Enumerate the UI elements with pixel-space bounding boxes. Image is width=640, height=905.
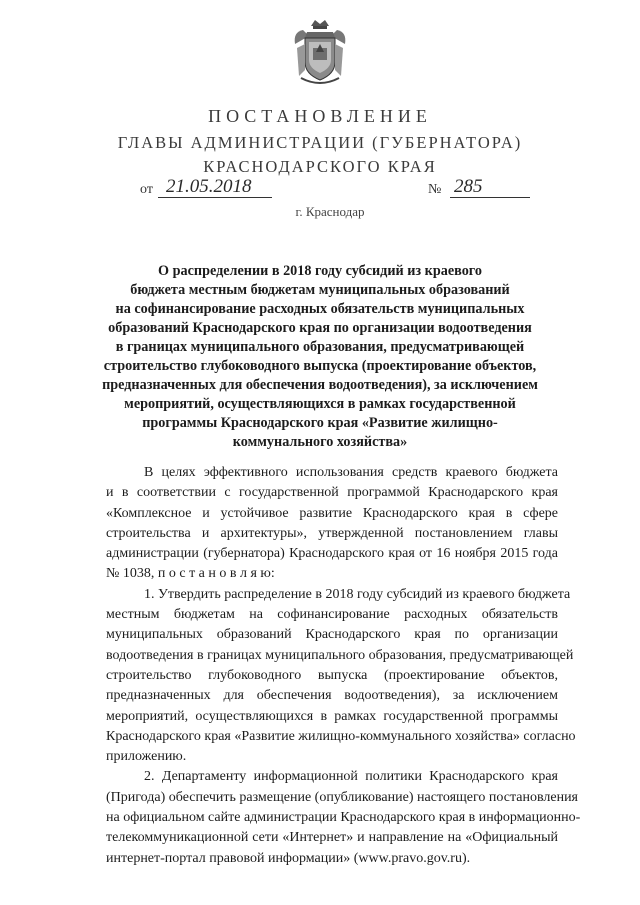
body-line: телекоммуникационной сети «Интернет» и направление на «Официальный [106, 830, 558, 846]
title-line: предназначенных для обеспечения водоотведения), за исключением [102, 377, 538, 393]
number-label: № [428, 182, 442, 197]
date-value: 21.05.2018 [166, 176, 252, 197]
body-line: «Комплексное и устойчивое развитие Краснодарского края в сфере [106, 505, 558, 521]
title-line: коммунального хозяйства» [232, 434, 408, 450]
body-line: 1. Утвердить распределение в 2018 году субсидий из краевого бюджета [144, 586, 571, 602]
region-heading: КРАСНОДАРСКОГО КРАЯ [203, 157, 437, 176]
title-line: программы Краснодарского края «Развитие жилищно- [142, 415, 498, 431]
body-line: местным бюджетам на софинансирование расходных обязательств [106, 607, 558, 623]
number-value: 285 [454, 176, 483, 197]
coat-of-arms-icon [291, 18, 349, 88]
city-label: г. Краснодар [295, 204, 365, 219]
title-line: мероприятий, осуществляющихся в рамках государственной [124, 396, 516, 412]
body-line: мероприятий, осуществляющихся в рамках государственной программы [106, 708, 558, 724]
body-line: строительство глубоководного выпуска (проектирование объектов, [106, 667, 558, 683]
title-line: О распределении в 2018 году субсидий из краевого [158, 263, 482, 279]
body-line: 2. Департаменту информационной политики Краснодарского края [144, 769, 558, 785]
number-field [428, 176, 483, 198]
date-field [140, 176, 252, 198]
body-line: (Пригода) обеспечить размещение (опубликование) настоящего постановления [106, 789, 579, 805]
body-line: № 1038, п о с т а н о в л я ю: [106, 566, 275, 582]
body-line: на официальном сайте администрации Краснодарского края в информационно- [106, 810, 581, 826]
body-line: В целях эффективного использования средств краевого бюджета [144, 465, 558, 480]
body-line: строительства и архитектуры», утвержденной постановлением главы [106, 525, 558, 541]
document-title [90, 262, 550, 452]
title-line: в границах муниципального образования, предусматривающей [115, 339, 525, 355]
body-line: и в соответствии с государственной программой Краснодарского края [106, 485, 558, 501]
title-line: строительство глубоководного выпуска (проектирование объектов, [103, 358, 537, 374]
title-line: на софинансирование расходных обязательств муниципальных [115, 301, 525, 317]
body-line: приложению. [106, 749, 187, 765]
title-line: образований Краснодарского края по организации водоотведения [108, 320, 532, 336]
title-line: бюджета местным бюджетам муниципальных образований [130, 282, 510, 298]
issuer-heading: ГЛАВЫ АДМИНИСТРАЦИИ (ГУБЕРНАТОРА) [117, 133, 523, 152]
document-body [106, 463, 581, 869]
body-line: водоотведения в границах муниципального образования, предусматривающей [106, 647, 574, 663]
body-line: интернет-портал правовой информации» (www.pravo.gov.ru). [106, 850, 471, 866]
document-type-heading: ПОСТАНОВЛЕНИЕ [208, 106, 432, 126]
body-line: предназначенных для обеспечения водоотведения), за исключением [106, 688, 558, 704]
body-line: администрации (губернатора) Краснодарского края от 16 ноября 2015 года [106, 546, 558, 562]
body-line: Краснодарского края «Развитие жилищно-коммунального хозяйства» согласно [106, 728, 576, 744]
date-label: от [140, 182, 153, 197]
body-line: муниципальных образований Краснодарского края по организации [106, 627, 558, 643]
